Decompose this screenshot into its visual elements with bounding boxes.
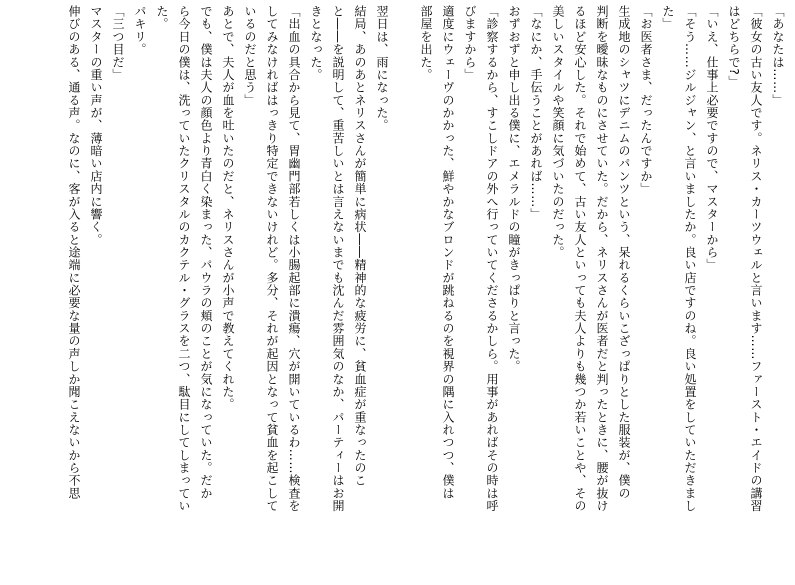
- text-line: た。: [155, 5, 169, 31]
- text-line: と――を説明して、重苦しいとは言えないまでも沈んだ雰囲気のなか、パーティーはお開: [331, 5, 345, 513]
- text-line: 結局、あのあとネリスさんが簡単に病状――精神的な疲労に、貧血症が重なったのこ: [353, 5, 367, 487]
- text-line: 「そう……ジルジャン、と言いましたか。良い店ですのね。良い処置をしていただきまし: [683, 5, 697, 513]
- text-line: 美しいスタイルや笑顔に気づいたのだった。: [551, 5, 565, 259]
- text-line: パキリ。: [133, 5, 147, 56]
- text-line: 判断を曖昧なものにさせていた。だから、ネリスさんが医者だと判ったときに、腰が抜け: [595, 5, 609, 513]
- text-line: 「お医者さま、だったんですか」: [639, 5, 653, 196]
- text-line: 「三つ目だ」: [111, 5, 125, 82]
- text-line: 「彼女の古い友人です。ネリス・カーツウェルと言います……ファースト・エイドの講習: [749, 5, 763, 513]
- text-line: 適度にウェーヴのかかった、鮮やかなブロンドが跳ねるのを視界の隅に入れつつ、僕は: [441, 5, 455, 500]
- text-line: ら今日の僕は、洗っていたクリスタルのカクテル・グラスを二つ、駄目にしてしまってい: [177, 5, 191, 513]
- text-line: 「出血の具合から見て、胃幽門部若しくは小腸起部に潰瘍、穴が開いているわ……検査を: [287, 5, 301, 513]
- text-line: いるのだと思う」: [243, 5, 257, 107]
- text-line: 伸びのある、通る声。なのに、客が入ると途端に必要な量の声しか聞こえないから不思: [67, 5, 81, 500]
- text-line: 生成地のシャツにデニムのパンツという、呆れるくらいこざっぱりとした服装が、僕の: [617, 5, 631, 500]
- text-line: あとで、夫人が血を吐いたのだと、ネリスさんが小声で教えてくれた。: [221, 5, 235, 411]
- text-line: はどちらで?」: [727, 5, 741, 89]
- text-line: してみなければはっきり特定できないけれど。多分、それが起因となって貧血を起こして: [265, 5, 279, 513]
- text-line: 翌日は、雨になった。: [375, 5, 389, 132]
- text-line: びますから」: [463, 5, 477, 82]
- vertical-text-body: [63, 5, 789, 583]
- text-line: た」: [661, 5, 675, 31]
- text-line: るほど安心した。それで始めて、古い友人といっても夫人よりも幾つか若いことや、その: [573, 5, 587, 513]
- text-line: おずおずと申し出る僕に、エメラルドの瞳がきっぱりと言った。: [507, 5, 521, 373]
- text-line: 「診察するから、すこしドアの外へ行っていてくださるかしら。用事があればその時は呼: [485, 5, 499, 513]
- text-line: きとなった。: [309, 5, 323, 82]
- text-line: 「なにか、手伝うことがあれば……」: [529, 5, 543, 221]
- text-line: でも、僕は夫人の顔色より青白く染まった、パウラの頬のことが気になっていた。だか: [199, 5, 213, 500]
- text-line: 部屋を出た。: [419, 5, 433, 82]
- blank-line: [393, 5, 415, 583]
- text-line: 「いえ、仕事上必要ですので、マスターから」: [705, 5, 719, 272]
- text-line: マスターの重い声が、薄暗い店内に響く。: [89, 5, 103, 246]
- text-line: 「あなたは……」: [771, 5, 785, 107]
